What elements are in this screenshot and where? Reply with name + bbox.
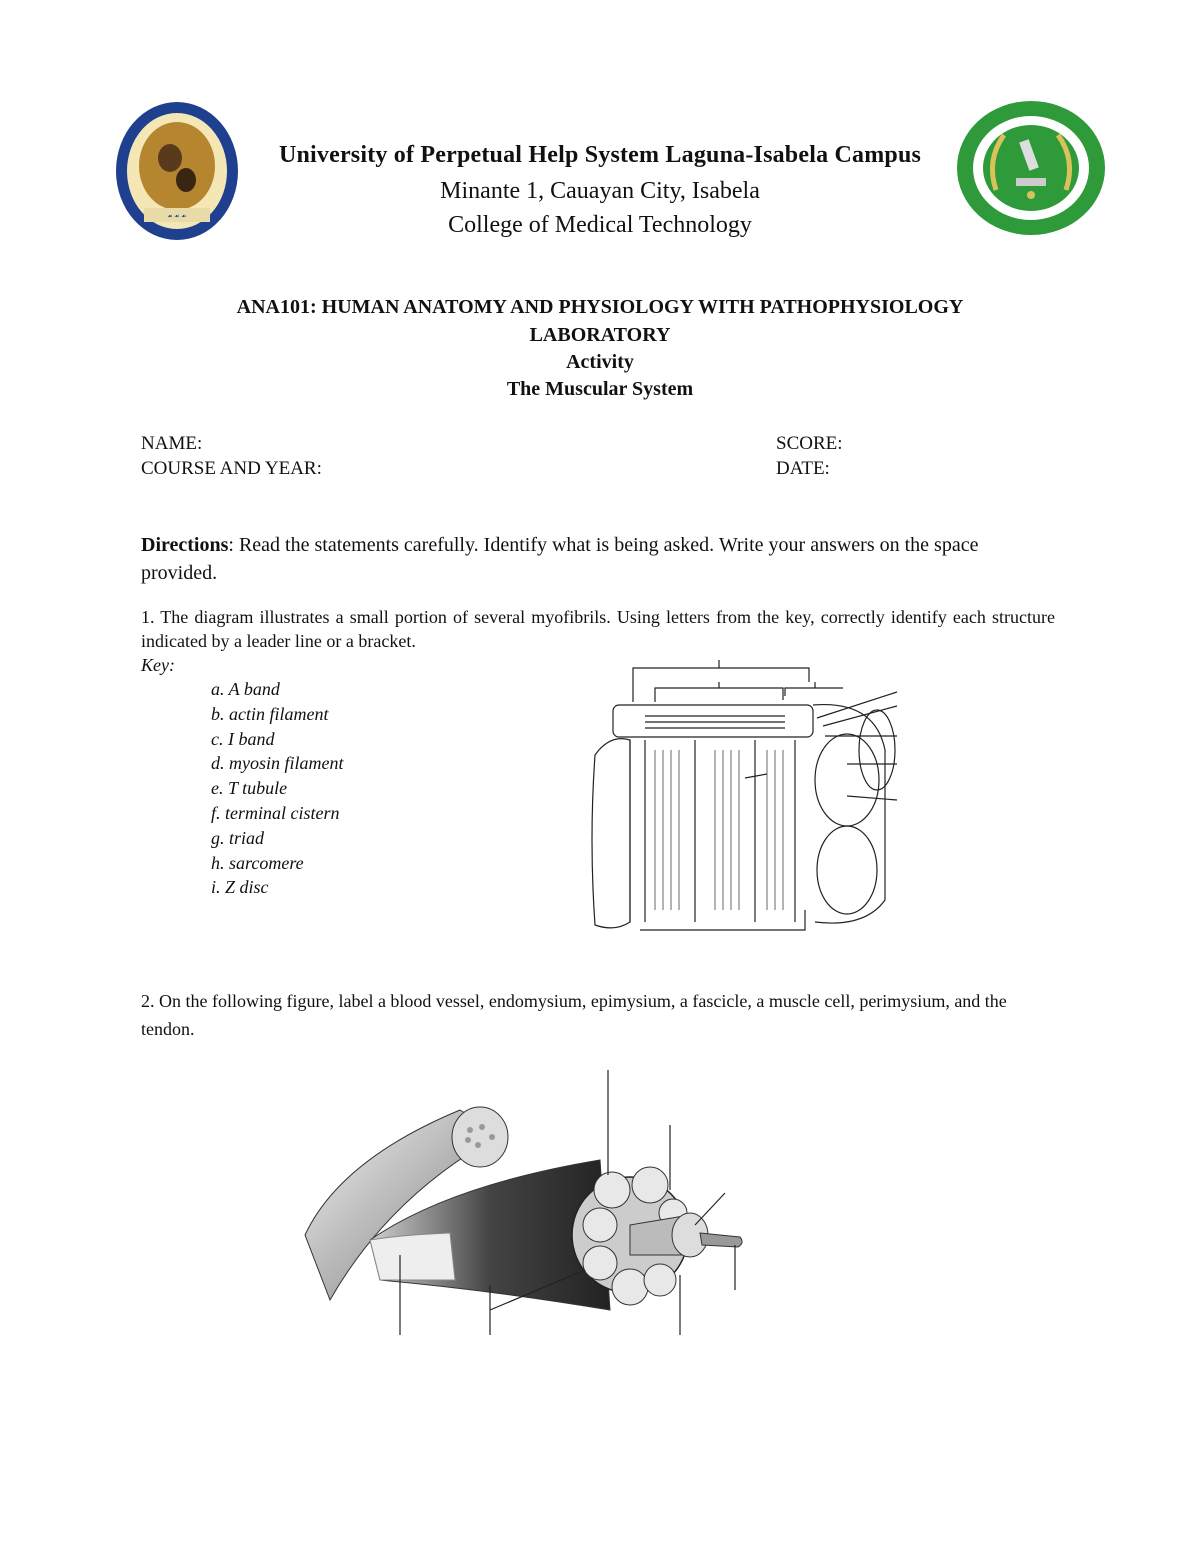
directions-text: : Read the statements carefully. Identify what is being asked. Write your answers on the space provided. [141,534,979,584]
key-item: b. actin filament [211,703,329,724]
key-item: d. myosin filament [211,753,344,774]
score-field-label: SCORE: [776,433,843,454]
key-item: i. Z disc [211,877,269,898]
key-item: a. A band [211,679,280,699]
myofibril-diagram [585,660,900,945]
svg-text:☙ ☙ ☙: ☙ ☙ ☙ [167,214,187,220]
key-item: g. triad [211,827,265,848]
directions [141,531,1051,587]
date-field-label: DATE: [776,458,830,479]
activity-topic: The Muscular System [506,378,694,400]
course-title: ANA101: HUMAN ANATOMY AND PHYSIOLOGY WITH PATHOPHYSIOLOGY [236,296,964,318]
name-field-label: NAME: [141,433,203,454]
question-2-text: 2. On the following figure, label a blood vessel, endomysium, epimysium, a fascicle, a muscle cell, perimysium, and the tendon. [141,991,1007,1039]
college-name: College of Medical Technology [448,212,752,238]
campus-address: Minante 1, Cauayan City, Isabela [440,178,760,204]
key-item: f. terminal cistern [211,803,340,823]
key-item: c. I band [211,728,275,749]
muscle-structure-diagram [300,1065,750,1340]
key-item: e. T tubule [211,778,288,799]
course-title-cont: LABORATORY [529,324,671,346]
activity-label: Activity [566,351,634,373]
university-name: University of Perpetual Help System Laguna-Isabela Campus [278,142,922,168]
question-1-text: 1. The diagram illustrates a small portion of several myofibrils. Using letters from the key, correctly identify each structure indicated by a leader line or a bracket. [141,607,1055,651]
directions-label: Directions [141,534,229,556]
course-year-field-label: COURSE AND YEAR: [141,458,322,479]
key-label: Key: [141,655,175,675]
key-item: h. sarcomere [211,852,304,873]
